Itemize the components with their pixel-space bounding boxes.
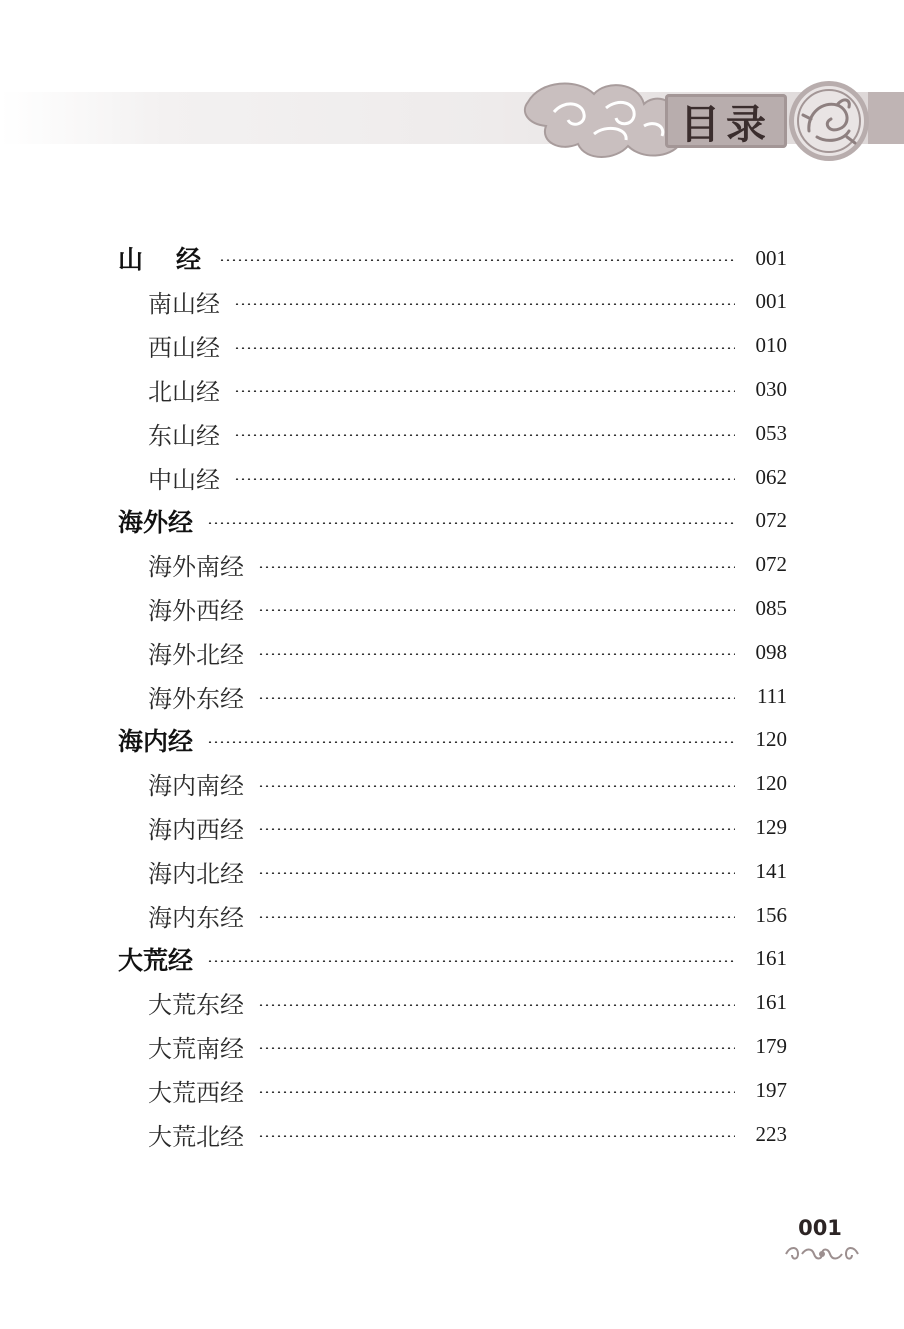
toc-subsection-entry[interactable]	[148, 543, 787, 587]
dot-leader	[207, 960, 735, 962]
dot-leader	[234, 478, 735, 480]
toc-entry-label: 海内东经	[148, 903, 244, 932]
toc-entry-page-number: 179	[755, 1033, 787, 1058]
toc-entry-page-number: 062	[755, 464, 787, 489]
dot-leader	[234, 303, 735, 305]
toc-entry-label: 南山经	[148, 290, 220, 319]
toc-entry-page-number: 141	[755, 858, 787, 883]
toc-entry-page-number: 053	[755, 420, 787, 445]
dot-leader	[258, 566, 735, 568]
dot-leader	[258, 1004, 735, 1006]
dot-leader	[258, 872, 735, 874]
toc-subsection-entry[interactable]	[148, 849, 787, 893]
header-band-end	[868, 92, 904, 144]
toc-entry-page-number: 030	[755, 376, 787, 401]
toc-subsection-entry[interactable]	[148, 805, 787, 849]
dot-leader	[207, 741, 735, 743]
toc-entry-label: 海外经	[118, 507, 194, 537]
toc-subsection-entry[interactable]	[148, 411, 787, 455]
toc-entry-label: 海内北经	[148, 859, 244, 888]
dot-leader	[258, 1091, 735, 1093]
toc-subsection-entry[interactable]	[148, 674, 787, 718]
folio-page-number: 001	[798, 1216, 842, 1240]
dot-leader	[258, 785, 735, 787]
toc-entry-label: 东山经	[148, 421, 220, 450]
toc-subsection-entry[interactable]	[148, 762, 787, 806]
toc-entry-label: 大荒南经	[148, 1034, 244, 1063]
toc-entry-page-number: 010	[755, 333, 787, 358]
toc-entry-label: 海外南经	[148, 553, 244, 582]
toc-subsection-entry[interactable]	[148, 1112, 787, 1156]
page-title: 目录	[680, 101, 772, 148]
toc-entry-label: 山 经	[118, 245, 206, 274]
toc-subsection-entry[interactable]	[148, 280, 787, 324]
toc-section-entry[interactable]	[118, 236, 787, 280]
dot-leader	[258, 653, 735, 655]
toc-subsection-entry[interactable]	[148, 367, 787, 411]
toc-entry-label: 海内南经	[148, 772, 244, 801]
toc-entry-page-number: 197	[755, 1077, 787, 1102]
toc-entry-page-number: 111	[757, 683, 787, 708]
toc-entry-label: 海外东经	[148, 684, 244, 713]
toc-entry-page-number: 098	[755, 639, 787, 664]
toc-entry-page-number: 120	[755, 771, 787, 796]
toc-entry-page-number: 156	[755, 902, 787, 927]
toc-entry-label: 大荒东经	[148, 991, 244, 1020]
dot-leader	[258, 609, 735, 611]
toc-section-entry[interactable]	[118, 937, 787, 981]
toc-entry-label: 西山经	[148, 334, 220, 363]
toc-entry-page-number: 072	[755, 508, 787, 533]
toc-entry-page-number: 001	[755, 245, 787, 270]
toc-subsection-entry[interactable]	[148, 1024, 787, 1068]
dot-leader	[207, 522, 735, 524]
toc-entry-page-number: 001	[755, 289, 787, 314]
dot-leader	[234, 347, 735, 349]
toc-entry-page-number: 120	[755, 727, 787, 752]
dot-leader	[258, 916, 735, 918]
toc-entry-label: 大荒西经	[148, 1078, 244, 1107]
title-plate	[665, 94, 787, 148]
dot-leader	[234, 434, 735, 436]
toc-entry-page-number: 072	[755, 552, 787, 577]
dot-leader	[258, 828, 735, 830]
scroll-ornament-icon	[784, 1244, 860, 1264]
toc-entry-label: 海内经	[118, 726, 194, 756]
toc-subsection-entry[interactable]	[148, 630, 787, 674]
toc-entry-page-number: 085	[755, 595, 787, 620]
toc-entry-page-number: 223	[755, 1121, 787, 1146]
toc-entry-label: 海外西经	[148, 596, 244, 625]
toc-entry-page-number: 161	[755, 990, 787, 1015]
toc-subsection-entry[interactable]	[148, 893, 787, 937]
toc-subsection-entry[interactable]	[148, 1068, 787, 1112]
dot-leader	[219, 259, 735, 261]
dragon-medallion-icon	[787, 79, 871, 163]
toc-entry-page-number: 161	[755, 946, 787, 971]
toc-subsection-entry[interactable]	[148, 981, 787, 1025]
dot-leader	[258, 1135, 735, 1137]
toc-section-entry[interactable]	[118, 499, 787, 543]
dot-leader	[258, 697, 735, 699]
toc-entry-label: 大荒经	[118, 945, 194, 975]
toc-entry-label: 海内西经	[148, 815, 244, 844]
toc-entry-label: 中山经	[148, 465, 220, 494]
dot-leader	[234, 390, 735, 392]
toc-entry-label: 大荒北经	[148, 1122, 244, 1151]
dot-leader	[258, 1047, 735, 1049]
toc-entry-label: 海外北经	[148, 640, 244, 669]
toc-entry-page-number: 129	[755, 814, 787, 839]
toc-subsection-entry[interactable]	[148, 586, 787, 630]
toc-subsection-entry[interactable]	[148, 324, 787, 368]
toc-entry-label: 北山经	[148, 377, 220, 406]
toc-section-entry[interactable]	[118, 718, 787, 762]
toc-subsection-entry[interactable]	[148, 455, 787, 499]
